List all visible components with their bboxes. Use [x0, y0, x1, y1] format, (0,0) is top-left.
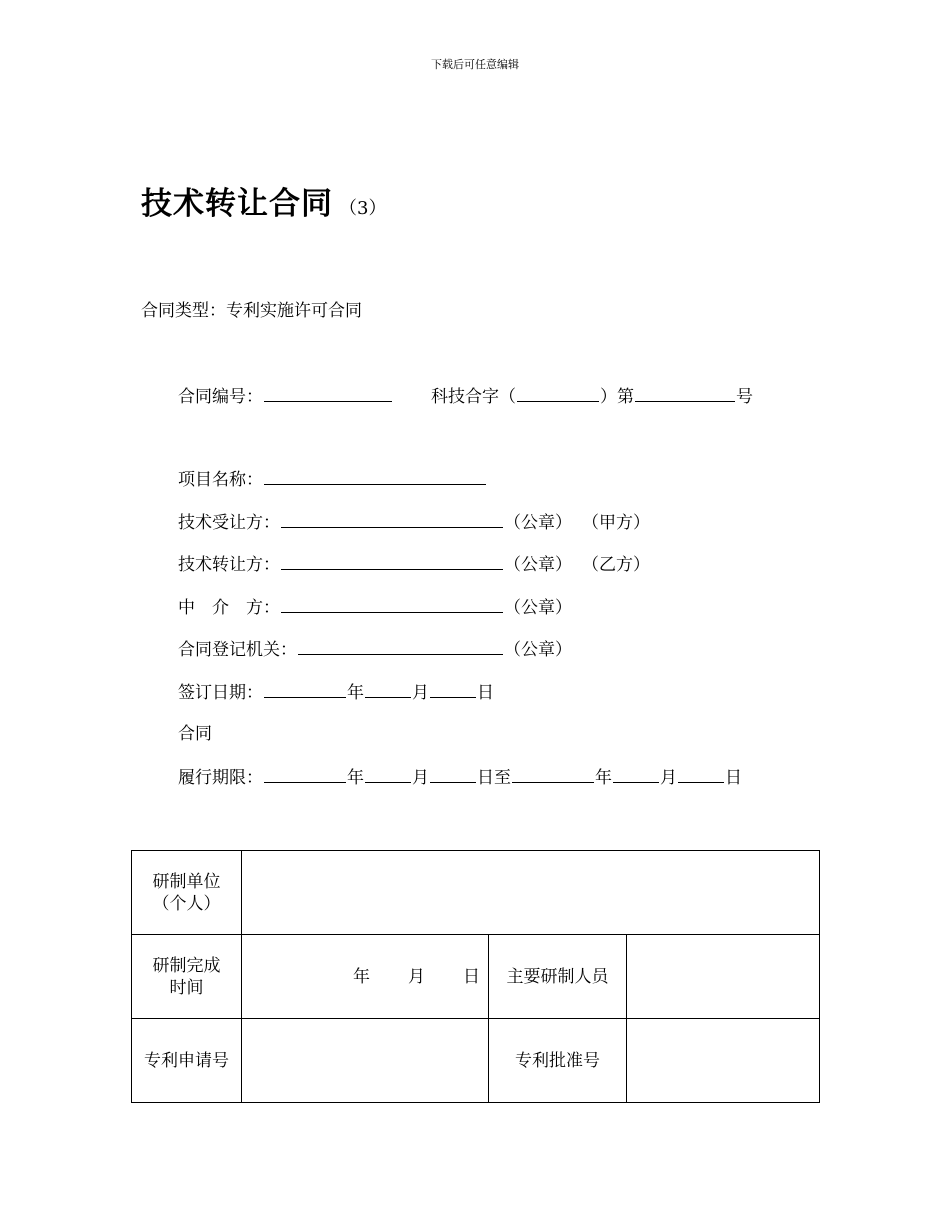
completion-header-cell	[132, 935, 242, 1019]
sign-month-blank[interactable]	[365, 680, 411, 698]
table-row	[132, 1019, 820, 1103]
table-row	[132, 935, 820, 1019]
page-header-note: 下载后可任意编辑	[431, 58, 519, 71]
table-row	[132, 851, 820, 935]
registry-line	[178, 637, 572, 661]
contract-type-line	[141, 299, 362, 323]
patent-app-no-value-cell[interactable]	[242, 1019, 489, 1103]
term-label: 履行期限：	[178, 768, 263, 788]
term-day-to: 日至	[477, 768, 511, 788]
project-name-label: 项目名称：	[178, 470, 263, 490]
transferor-seal: （公章）	[504, 555, 572, 575]
term-end-day: 日	[725, 768, 742, 788]
main-developers-value-cell[interactable]	[627, 935, 820, 1019]
registry-seal: （公章）	[504, 640, 572, 660]
contract-no-number-blank[interactable]	[635, 384, 735, 402]
contract-no-blank[interactable]	[264, 384, 392, 402]
project-name-line	[178, 467, 487, 491]
intermediary-label: 中 介 方：	[178, 598, 280, 618]
contract-type-label: 合同类型：	[141, 301, 226, 321]
transferor-label: 技术转让方：	[178, 555, 280, 575]
developer-value-cell[interactable]	[242, 851, 820, 935]
sign-date-line	[178, 680, 494, 704]
contract-no-prefix: 科技合字（	[431, 387, 516, 407]
contract-no-middle: ）第	[600, 387, 634, 407]
transferor-line	[178, 552, 650, 576]
completion-label-line1: 研制完成	[152, 955, 221, 976]
contract-no-label: 合同编号：	[178, 387, 263, 407]
developer-label-line1: 研制单位	[152, 871, 221, 892]
contract-no-line	[178, 384, 753, 408]
registry-blank[interactable]	[298, 637, 503, 655]
term-end-year-blank[interactable]	[512, 765, 594, 783]
transferor-role: （乙方）	[582, 555, 650, 575]
completion-day: 日	[463, 966, 480, 987]
transferee-blank[interactable]	[281, 510, 503, 528]
patent-grant-no-header-cell: 专利批准号	[489, 1019, 627, 1103]
term-line	[178, 765, 742, 789]
transferee-label: 技术受让方：	[178, 513, 280, 533]
term-end-year: 年	[595, 768, 612, 788]
main-developers-header-cell: 主要研制人员	[489, 935, 627, 1019]
registry-label: 合同登记机关：	[178, 640, 297, 660]
completion-year: 年	[353, 966, 370, 987]
contract-type-value: 专利实施许可合同	[226, 301, 362, 321]
patent-app-no-header-cell: 专利申请号	[132, 1019, 242, 1103]
term-start-year: 年	[347, 768, 364, 788]
intermediary-line	[178, 595, 572, 619]
sign-date-label: 签订日期：	[178, 683, 263, 703]
completion-label-line2: 时间	[169, 977, 204, 998]
term-start-year-blank[interactable]	[264, 765, 346, 783]
completion-month: 月	[408, 966, 425, 987]
title-sub: （3）	[339, 198, 387, 219]
term-end-month: 月	[660, 768, 677, 788]
term-start-month: 月	[412, 768, 429, 788]
sign-year-label: 年	[347, 683, 364, 703]
sign-day-blank[interactable]	[430, 680, 476, 698]
developer-header-cell	[132, 851, 242, 935]
intermediary-seal: （公章）	[504, 598, 572, 618]
transferor-blank[interactable]	[281, 552, 503, 570]
contract-no-year-blank[interactable]	[517, 384, 599, 402]
transferee-seal: （公章）	[504, 513, 572, 533]
document-title	[141, 178, 386, 223]
sign-year-blank[interactable]	[264, 680, 346, 698]
transferee-role: （甲方）	[582, 513, 650, 533]
intermediary-blank[interactable]	[281, 595, 503, 613]
developer-label-line2: （个人）	[152, 893, 221, 914]
term-start-month-blank[interactable]	[365, 765, 411, 783]
completion-date-cell[interactable]	[242, 935, 489, 1019]
sign-month-label: 月	[412, 683, 429, 703]
info-table	[131, 850, 820, 1103]
contract-word-line: 合同	[178, 724, 212, 744]
patent-grant-no-value-cell[interactable]	[627, 1019, 820, 1103]
contract-no-suffix: 号	[736, 387, 753, 407]
title-main: 技术转让合同	[141, 186, 333, 222]
sign-day-label: 日	[477, 683, 494, 703]
term-start-day-blank[interactable]	[430, 765, 476, 783]
project-name-blank[interactable]	[264, 467, 486, 485]
term-end-day-blank[interactable]	[678, 765, 724, 783]
term-end-month-blank[interactable]	[613, 765, 659, 783]
transferee-line	[178, 510, 650, 534]
